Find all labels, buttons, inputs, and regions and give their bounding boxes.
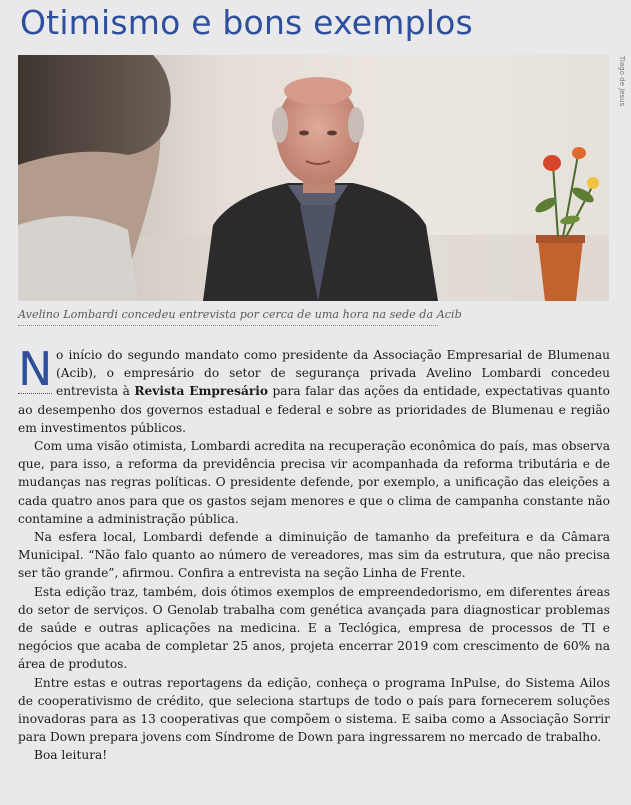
- article-paragraph: Esta edição traz, também, dois ótimos exemplos de empreendedorismo, em diferentes áreas do setor de serviços. O Genolab trabalha com genética avançada para diagnosticar problemas de saúde e outras aplicações na medicina. E a Teclógica, empresa de processos de TI e negócios que acaba de completar 25 anos, projeta encerrar 2019 com crescimento de 60% na área de produtos.: [18, 584, 610, 672]
- page-title: Otimismo e bons exemplos: [20, 3, 473, 42]
- article-body: [18, 342, 611, 765]
- article-signoff: Boa leitura!: [34, 748, 108, 763]
- magazine-name: Revista Empresário: [134, 384, 269, 399]
- article-paragraph: Na esfera local, Lombardi defende a diminuição de tamanho da prefeitura e da Câmara Municipal. “Não falo quanto ao número de vereadores, mas sim da estrutura, que não precisa ser tão grande”, afirmou. Confira a entrevista na seção Linha de Frente.: [18, 530, 610, 581]
- article-photo: [18, 55, 609, 301]
- drop-cap: N: [18, 342, 53, 396]
- paragraph-text: para falar das ações da entidade, expectativas quanto ao desempenho dos governos estadual e federal e sobre as prioridades de Blumenau e região em investimentos públicos.: [18, 384, 611, 435]
- photo-caption: Avelino Lombardi concedeu entrevista por cerca de uma hora na sede da Acib: [18, 308, 438, 326]
- article-paragraph: Com uma visão otimista, Lombardi acredita na recuperação econômica do país, mas observa que, para isso, a reforma da previdência precisa vir acompanhada da reforma tributária e de mudanças nas regras políticas. O presidente defende, por exemplo, a unificação das eleições a cada quatro anos para que os gastos sejam menores e que o clima de campanha constante não contamine a administração pública.: [18, 439, 610, 526]
- article-paragraph: Entre estas e outras reportagens da edição, conheça o programa InPulse, do Sistema Ailos de cooperativismo de crédito, que seleciona startups de todo o país para fornecerem soluções inovadoras para as 13 cooperativas que compõem o sistema. E saiba como a Associação Sorrir para Down prepara jovens com Síndrome de Down para ingressarem no mercado de trabalho.: [18, 675, 610, 745]
- photo-credit: Tiago de Jesus: [618, 56, 626, 107]
- paragraph-text: o início do segundo mandato como presidente da Associação Empresarial de Blumenau (Acib), o empresário do setor de segurança privada Avelino Lombardi concedeu entrevista à: [56, 348, 610, 399]
- article-paragraph: [18, 342, 611, 437]
